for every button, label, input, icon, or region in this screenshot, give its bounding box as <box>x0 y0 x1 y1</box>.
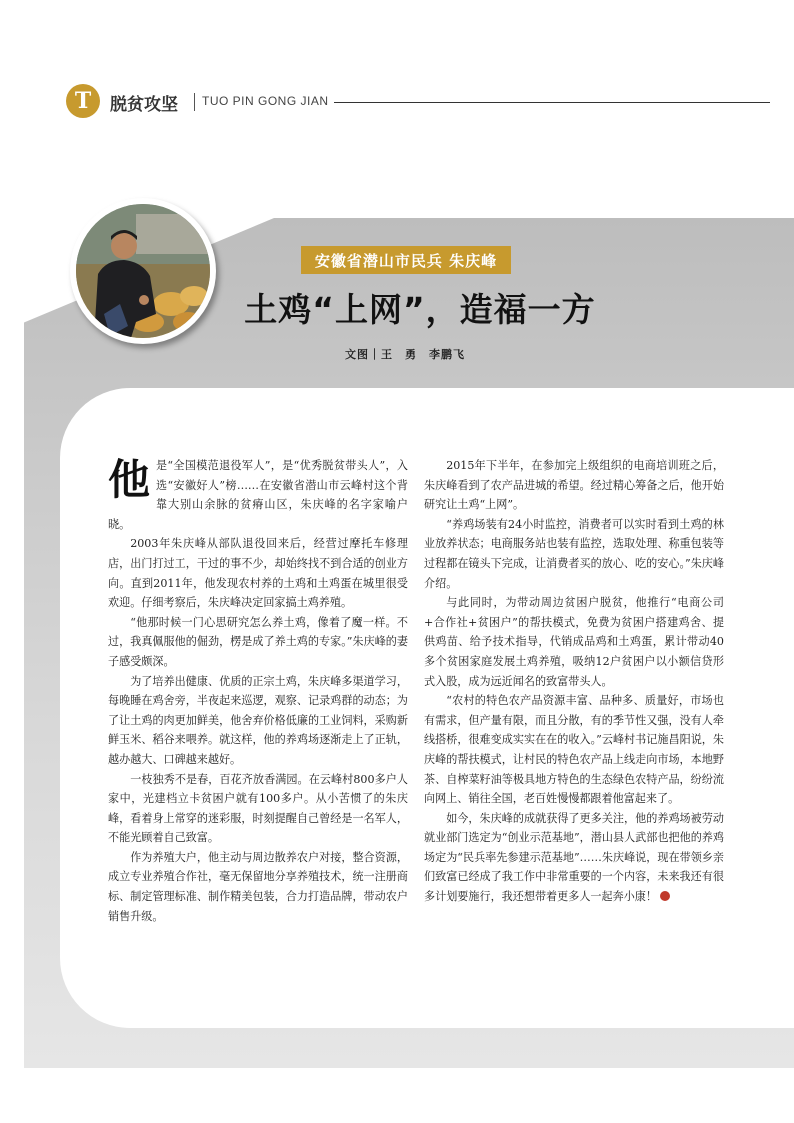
left-column <box>108 456 408 926</box>
paragraph: 2003年朱庆峰从部队退役回来后，经营过摩托车修理店，出门打过工，干过的事不少，却始终找不到合适的创业方向。直到2011年，他发现农村养的土鸡和土鸡蛋在城里很受欢迎。仔细考察后，朱庆峰决定回家搞土鸡养殖。 <box>108 537 408 610</box>
t-circle-logo-icon: T <box>66 84 100 118</box>
paragraph: “他那时候一门心思研究怎么养土鸡，像着了魔一样。不过，我真佩服他的倔劲，楞是成了养土鸡的专家。”朱庆峰的妻子感受颇深。 <box>108 615 408 668</box>
header-divider <box>194 93 195 111</box>
subject-tag: 安徽省潜山市民兵 朱庆峰 <box>301 246 511 274</box>
header-rule <box>334 102 770 103</box>
end-of-article-mark-icon <box>660 891 670 901</box>
portrait-photo <box>76 204 210 338</box>
article-title: 土鸡“上网”，造福一方 <box>244 290 596 329</box>
section-title-en: TUO PIN GONG JIAN <box>202 94 329 108</box>
dropcap: 他 <box>108 455 151 504</box>
paragraph: 与此同时，为带动周边贫困户脱贫，他推行“电商公司+合作社+贫困户”的帮扶模式，免费为贫困户搭建鸡舍、提供鸡苗、给予技术指导，代销成品鸡和土鸡蛋，累计带动40多个贫困家庭发展土鸡养殖，吸纳12户贫困户以小额信贷形式入股，成为远近闻名的致富带头人。 <box>424 596 724 688</box>
paragraph: 为了培养出健康、优质的正宗土鸡，朱庆峰多渠道学习，每晚睡在鸡舍旁，半夜起来巡逻，观察、记录鸡群的动态；为了让土鸡的肉更加鲜美，他舍弃价格低廉的工业饲料，采购新鲜玉米、稻谷来喂养。就这样，他的养鸡场逐渐走上了正轨，越办越大、口碑越来越好。 <box>108 674 408 766</box>
section-title-cn: 脱贫攻坚 <box>110 95 178 115</box>
paragraph: “养鸡场装有24小时监控，消费者可以实时看到土鸡的林业放养状态；电商服务站也装有监控，选取处理、称重包装等过程都在镜头下完成，让消费者买的放心、吃的安心。”朱庆峰介绍。 <box>424 517 724 590</box>
byline: 文图｜王 勇 李鹏飞 <box>345 348 465 361</box>
paragraph: 一枝独秀不是春，百花齐放香满园。在云峰村800多户人家中，光建档立卡贫困户就有100多户。从小苦惯了的朱庆峰，看着身上常穿的迷彩服，时刻提醒自己曾经是一名军人，不能光顾着自己致富。 <box>108 772 408 845</box>
paragraph-text: 如今，朱庆峰的成就获得了更多关注，他的养鸡场被劳动就业部门选定为“创业示范基地”，潜山县人武部也把他的养鸡场定为“民兵率先参建示范基地”……朱庆峰说，现在带领乡亲们致富已经成了我工作中非常重要的一个内容，未来我还有很多计划要施行，我还想带着更多人一起奔小康！ <box>424 811 724 904</box>
paragraph: “农村的特色农产品资源丰富、品种多、质量好，市场也有需求，但产量有限，而且分散，有的季节性又强，没有人牵线搭桥，很难变成实实在在的收入。”云峰村书记施昌阳说，朱庆峰的帮扶模式，让村民的特色农产品上线走向市场，本地野茶、自榨菜籽油等极具地方特色的生态绿色农特产品，纷纷流向网上、销往全国，老百姓慢慢都跟着他富起来了。 <box>424 694 724 806</box>
paragraph <box>108 456 408 534</box>
section-header <box>66 84 770 120</box>
right-column <box>424 456 724 907</box>
paragraph: 2015年下半年，在参加完上级组织的电商培训班之后，朱庆峰看到了农产品进城的希望。经过精心筹备之后，他开始研究让土鸡“上网”。 <box>424 459 724 512</box>
paragraph: 作为养殖大户，他主动与周边散养农户对接，整合资源，成立专业养殖合作社，毫无保留地分享养殖技术，统一注册商标、制定管理标准、制作精美包装，合力打造品牌，带动农户销售升级。 <box>108 850 408 923</box>
paragraph <box>424 809 724 907</box>
paragraph-text: 是“全国模范退役军人”，是“优秀脱贫带头人”，入选“安徽好人”榜……在安徽省潜山市云峰村这个背靠大别山余脉的贫瘠山区，朱庆峰的名字家喻户晓。 <box>108 459 408 531</box>
portrait-illustration <box>76 204 210 338</box>
